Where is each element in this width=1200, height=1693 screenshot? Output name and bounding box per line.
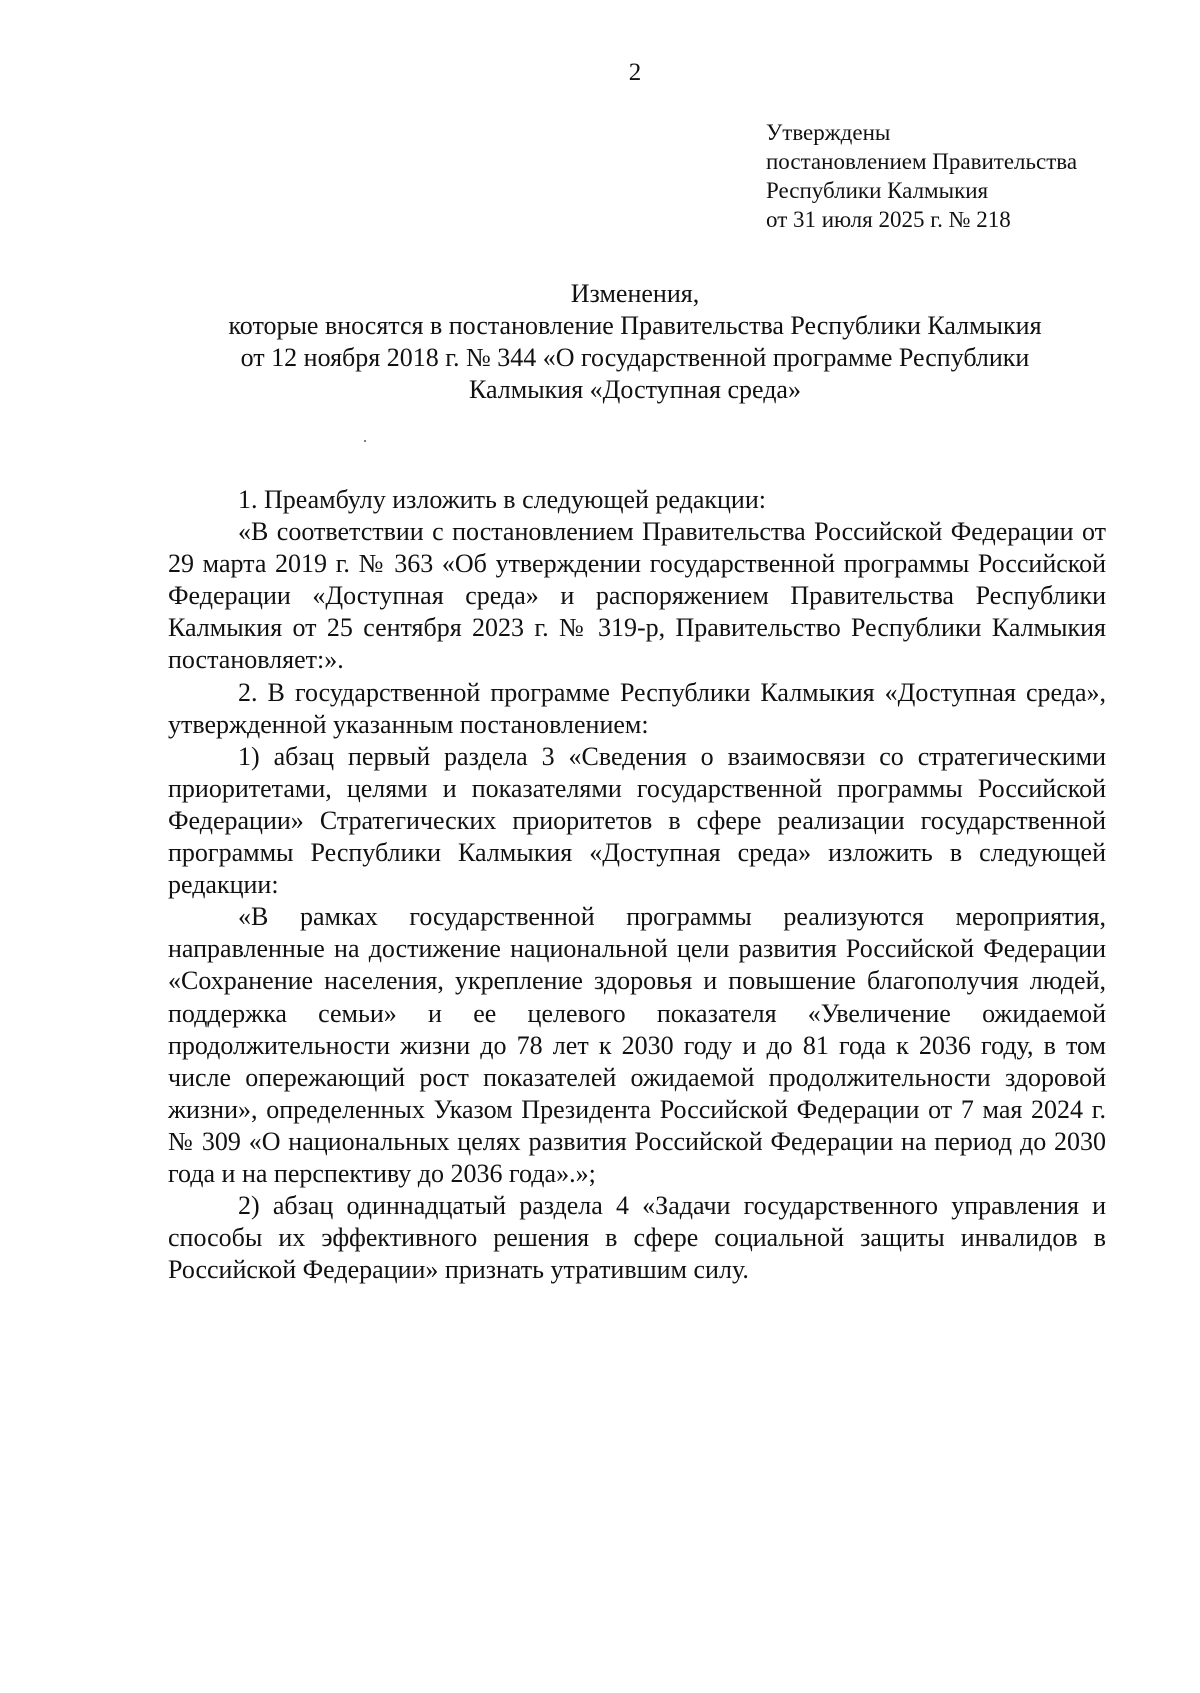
title-heading: Изменения, <box>570 279 700 308</box>
paragraph-item-1: 1. Преамбулу изложить в следующей редакции: <box>238 485 766 514</box>
title-line: от 12 ноября 2018 г. № 344 «О государственной программе Республики <box>240 343 1030 372</box>
scan-speck <box>364 440 366 442</box>
approval-line: Республики Калмыкия <box>766 178 989 203</box>
approval-line: постановлением Правительства <box>766 149 1078 174</box>
paragraph-subitem-2: 2) абзац одиннадцатый раздела 4 «Задачи государственного управления и способы их эффективного решения в сфере социальной защиты инвалидов в Российской Федерации» признать утратившим силу. <box>168 1191 1106 1285</box>
approval-stamp-block <box>766 118 1077 234</box>
paragraph-subitem-1: 1) абзац первый раздела 3 «Сведения о взаимосвязи со стратегическими приоритетами, целями и показателями государственной программы Российской Федерации» Стратегических приоритетов в сфере реализации государственной программы Республики Калмыкия «Доступная среда» изложить в следующей редакции: <box>168 741 1106 900</box>
document-title <box>150 278 1120 406</box>
document-body <box>168 484 1106 1286</box>
approval-line: от 31 июля 2025 г. № 218 <box>766 207 1011 232</box>
paragraph-preamble-text: «В соответствии с постановлением Правительства Российской Федерации от 29 марта 2019 г. № 363 «Об утверждении государственной программы Российской Федерации «Доступная среда» и распоряжением Правительства Республики Калмыкия от 25 сентября 2023 г. № 319-р, Правительство Республики Калмыкия постановляет:». <box>168 517 1106 675</box>
approval-line: Утверждены <box>766 120 891 145</box>
title-line: которые вносятся в постановление Правительства Республики Калмыкия <box>228 311 1042 340</box>
title-line: Калмыкия «Доступная среда» <box>469 375 801 404</box>
paragraph-item-2: 2. В государственной программе Республики Калмыкия «Доступная среда», утвержденной указанным постановлением: <box>168 677 1106 739</box>
page-number: 2 <box>628 59 642 86</box>
paragraph-quoted-text: «В рамках государственной программы реализуются мероприятия, направленные на достижение национальной цели развития Российской Федерации «Сохранение населения, укрепление здоровья и повышение благополучия людей, поддержка семьи» и ее целевого показателя «Увеличение ожидаемой продолжительности жизни до 78 лет к 2030 году и до 81 года к 2036 году, в том числе опережающий рост показателей ожидаемой продолжительности здоровой жизни», определенных Указом Президента Российской Федерации от 7 мая 2024 г. № 309 «О национальных целях развития Российской Федерации на период до 2030 года и на перспективу до 2036 года».»; <box>168 902 1106 1188</box>
